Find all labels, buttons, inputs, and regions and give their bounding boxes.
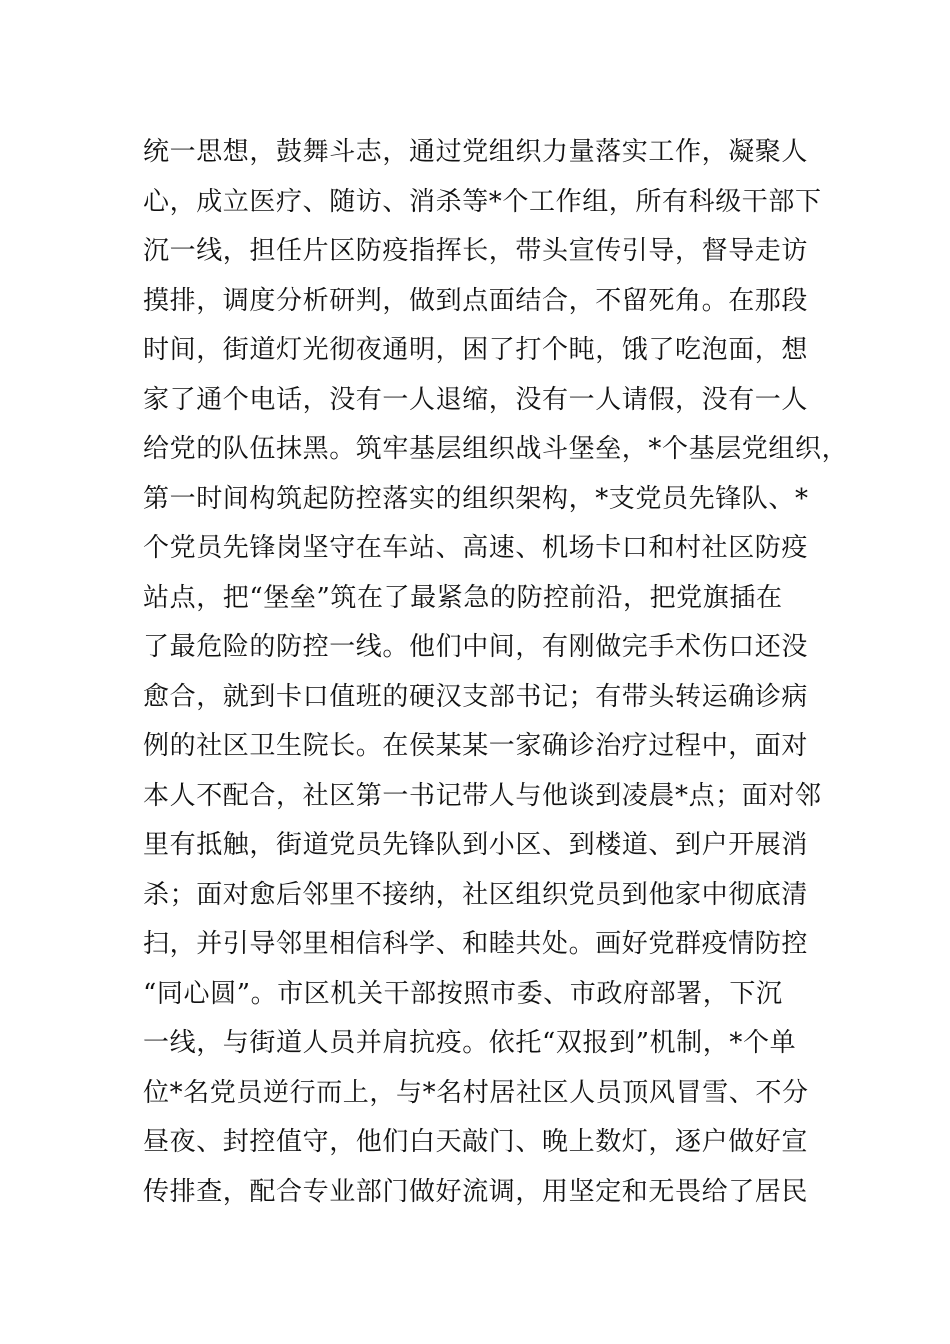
text-line: 沉一线，担任片区防疫指挥长，带头宣传引导，督导走访	[143, 236, 809, 266]
text-line: 心，成立医疗、随访、消杀等*个工作组，所有科级干部下	[143, 186, 822, 217]
text-line: 愈合，就到卡口值班的硬汉支部书记；有带头转运确诊病	[143, 681, 809, 712]
text-line: 扫，并引导邻里相信科学、和睦共处。画好党群疫情防控	[143, 929, 809, 959]
text-line: 本人不配合，社区第一书记带人与他谈到凌晨*点；面对邻	[143, 780, 822, 811]
text-line: 统一思想，鼓舞斗志，通过党组织力量落实工作，凝聚人	[143, 137, 809, 167]
text-line: 个党员先锋岗坚守在车站、高速、机场卡口和村社区防疫	[143, 533, 809, 563]
text-line: 家了通个电话，没有一人退缩，没有一人请假，没有一人	[143, 384, 809, 415]
text-line: 昼夜、封控值守，他们白天敲门、晚上数灯，逐户做好宣	[143, 1127, 809, 1157]
text-line: 站点，把“堡垒”筑在了最紧急的防控前沿，把党旗插在	[143, 582, 783, 613]
text-line: 杀；面对愈后邻里不接纳，社区组织党员到他家中彻底清	[143, 879, 809, 910]
text-line: 摸排，调度分析研判，做到点面结合，不留死角。在那段	[143, 285, 809, 316]
text-line: 例的社区卫生院长。在侯某某一家确诊治疗过程中，面对	[143, 731, 809, 761]
text-line: 里有抵触，街道党员先锋队到小区、到楼道、到户开展消	[143, 830, 809, 860]
text-line: 时间，街道灯光彻夜通明，困了打个盹，饿了吃泡面，想	[143, 335, 809, 365]
text-line: 一线，与街道人员并肩抗疫。依托“双报到”机制，*个单	[143, 1028, 797, 1058]
text-line: 第一时间构筑起防控落实的组织架构，*支党员先锋队、*	[143, 483, 809, 514]
body-paragraph	[143, 128, 849, 1217]
text-line: 给党的队伍抹黑。筑牢基层组织战斗堡垒，*个基层党组织，	[143, 434, 849, 464]
text-line: 位*名党员逆行而上，与*名村居社区人员顶风冒雪、不分	[143, 1077, 809, 1108]
text-line: “同心圆”。市区机关干部按照市委、市政府部署，下沉	[143, 978, 783, 1009]
text-line: 传排查，配合专业部门做好流调，用坚定和无畏给了居民	[143, 1176, 809, 1207]
text-line: 了最危险的防控一线。他们中间，有刚做完手术伤口还没	[143, 632, 809, 662]
